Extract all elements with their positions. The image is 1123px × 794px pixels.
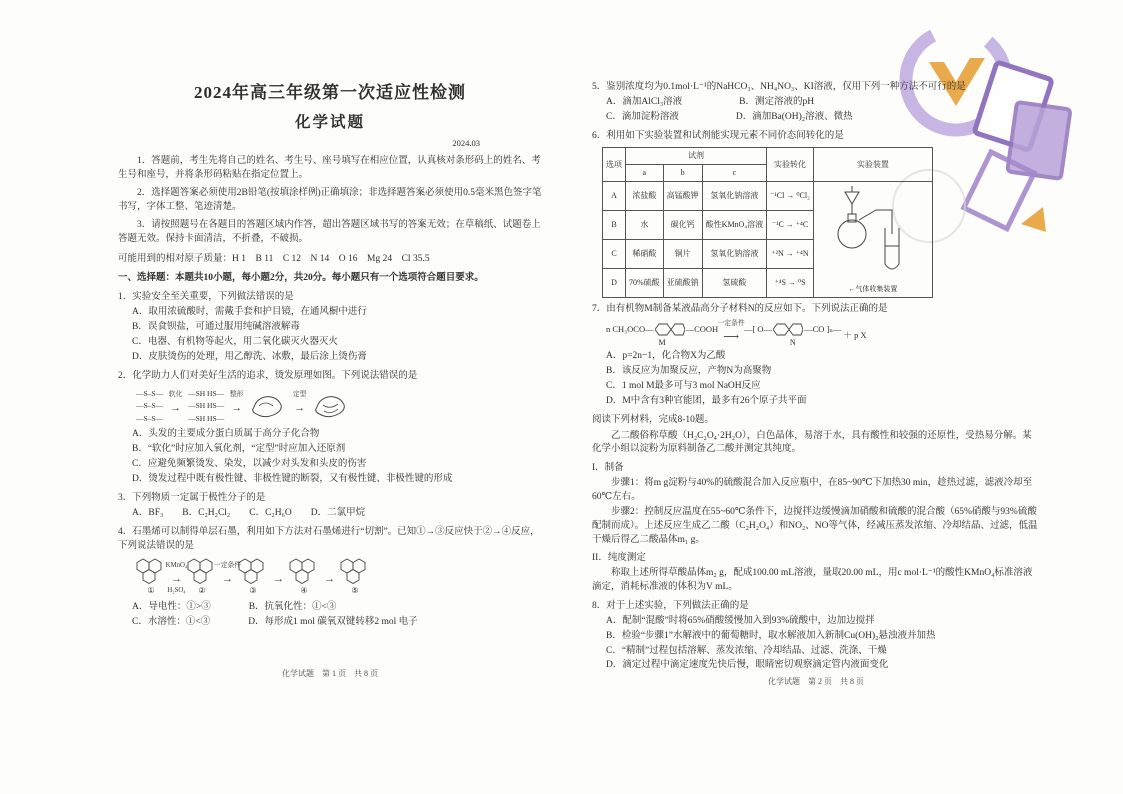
q8-option-c: C．“精制”过程包括溶解、蒸发浓缩、冷却结晶、过滤、洗涤、干燥 (606, 645, 887, 656)
col-apparatus-header: 实验装置 (813, 148, 932, 181)
row-b-reagent-c: 酸性KMnO₄溶液 (702, 210, 766, 239)
purity-text: 称取上述所得草酸晶体m₂ g，配成100.00 mL溶液，量取20.00 mL，用c mol·L⁻¹的酸性KMnO₄标准溶液滴定，消耗标准液的体积为V mL。 (592, 568, 1033, 593)
graphene-structure-5 (340, 558, 370, 597)
q7-option-c: C．1 mol M最多可与3 mol NaOH反应 (606, 380, 761, 391)
page-2-footer: 化学试题 第 2 页 共 8 页 (768, 677, 864, 686)
condition-label: 一定条件 (213, 562, 242, 570)
row-a-transform: ⁻¹Cl → ⁰Cl₂ (767, 181, 814, 210)
gas-apparatus-sketch (830, 184, 916, 280)
reagent-kmno4: KMnO₄ (165, 562, 188, 570)
row-c-reagent-a: 稀硝酸 (626, 239, 664, 268)
q4-arrow-3: → (273, 573, 284, 586)
purity-heading: II．纯度测定 (592, 553, 646, 564)
shape-label: 整形 (229, 390, 244, 398)
row-a-option: A (603, 181, 626, 210)
row-d-reagent-b: 亚硫酸钠 (663, 268, 702, 297)
q7-option-d: D．M中含有3种官能团，最多有26个原子共平面 (606, 395, 807, 406)
row-b-option: B (603, 210, 626, 239)
q2-arrow-shape: → 整形 (229, 390, 244, 414)
subcol-a: a (626, 165, 664, 182)
row-c-reagent-c: 氢氧化钠溶液 (702, 239, 766, 268)
q1-option-a: A．取用浓硫酸时，需戴手套和护目镜，在通风橱中进行 (132, 307, 367, 318)
q2-arrow-set: → 定型 (292, 390, 307, 414)
reagent-h2so4: H₂SO₄ (167, 587, 186, 595)
table-row-A (603, 181, 933, 210)
soften-label: 软化 (168, 390, 183, 398)
q7-reaction-equation (606, 319, 1040, 349)
q5-options-line-1: A．滴加AlCl₃溶液 B．测定溶液的pH (606, 96, 815, 107)
q4-arrow-4: → (324, 573, 335, 586)
section-1-header: 一、选择题：本题共10小题，每小题2分，共20分。每小题只有一个选项符合题目要求。 (118, 273, 484, 283)
q4-options-line-1: A．导电性：①>③ B．抗氧化性：①<③ (132, 601, 337, 612)
row-c-reagent-b: 铜片 (663, 239, 702, 268)
row-d-reagent-a: 70%硫酸 (626, 268, 664, 297)
q4-stem: 4．石墨烯可以制得单层石墨，利用如下方法对石墨烯进行“切割”。已知①→③反应快于②→④反应，下列说法错误的是 (118, 526, 540, 551)
structure-label-1: ① (147, 585, 155, 595)
notice-1: 1．答题前，考生先将自己的姓名、考生号、座号填写在相应位置，认真核对条形码上的姓名、考生号和座号，并将条形码粘贴在指定位置上。 (118, 155, 541, 180)
graphene-structure-1 (136, 558, 166, 597)
q6-experiment-table (602, 147, 933, 297)
structure-label-2: ② (198, 585, 206, 595)
q5-options-line-2: C．滴加淀粉溶液 D．滴加Ba(OH)₂溶液、微热 (606, 111, 853, 122)
row-a-reagent-b: 高锰酸钾 (663, 181, 702, 210)
structure-label-5: ⑤ (351, 585, 359, 595)
col-option-header: 选项 (603, 148, 626, 181)
set-hair-sketch (312, 391, 350, 421)
q2-option-d: D．烫发过程中既有极性键、非极性键的断裂，又有极性键、非极性键的形成 (132, 473, 453, 484)
page-2 (592, 76, 1040, 673)
curled-hair-sketch (249, 391, 287, 421)
row-b-reagent-b: 碳化钙 (663, 210, 702, 239)
q8-option-a: A．配制“混酸”时将65%硝酸缓慢加入到93%硫酸中，边加边搅拌 (606, 615, 875, 626)
q4-arrow-1: → KMnO₄ H₂SO₄ (168, 567, 185, 587)
row-d-option: D (603, 268, 626, 297)
naphthalene-ring-icon (655, 322, 685, 337)
notice-2: 2．选择题答案必须使用2B铅笔(按填涂样例)正确填涂；非选择题答案必须使用0.5毫米黑色签字笔书写，字体工整、笔迹清楚。 (118, 187, 542, 212)
step-1-text: 步骤1：将m g淀粉与40%的硫酸混合加入反应瓶中，在85~90℃下加热30 min，趁热过滤，滤液冷却至60℃左右。 (592, 478, 1033, 502)
q7-condition-arrow: ⟶ 一定条件 (717, 319, 745, 343)
row-a-reagent-a: 浓盐酸 (626, 181, 664, 210)
graphene-structure-4 (289, 558, 319, 597)
notice-3: 3．请按照题号在各题目的答题区域内作答，超出答题区域书写的答案无效；在草稿纸、试题卷上答题无效。保持卡面清洁，不折叠，不破损。 (118, 219, 541, 244)
exam-date: 2024.03 (452, 138, 480, 149)
exam-subject: 化学试题 (294, 114, 365, 132)
naphthalene-ring-icon (773, 322, 803, 337)
q2-option-a: A．头发的主要成分蛋白质属于高分子化合物 (132, 428, 320, 439)
page-1 (118, 80, 542, 629)
subcol-c: c (702, 165, 766, 182)
q6-stem: 6．利用如下实验装置和试剂能实现元素不同价态间转化的是 (592, 130, 844, 141)
q2-option-c: C．应避免频繁烫发、染发，以减少对头发和头皮的伤害 (132, 458, 367, 469)
condition-text: 一定条件 (717, 319, 745, 327)
q2-option-b: B．“软化”时应加入氧化剂，“定型”时应加入还原剂 (132, 443, 346, 454)
q7-stem: 7．由有机物M制备某液晶高分子材料N的反应如下。下列说法正确的是 (592, 303, 888, 314)
col-transform-header: 实验转化 (767, 148, 814, 181)
poly-open: —[ O— (743, 323, 773, 334)
subcol-b: b (663, 165, 702, 182)
page-1-footer: 化学试题 第 1 页 共 8 页 (282, 669, 378, 678)
q1-option-d: D．皮肤烫伤的处理，用乙醇洗、冰敷，最后涂上烫伤膏 (132, 352, 367, 363)
ss-bond-label: —S–S— (136, 401, 164, 411)
poly-close: —CO ]ₙ— (804, 323, 842, 334)
sh-bond-label: —SH HS— (188, 389, 225, 399)
m-label: M (658, 337, 666, 347)
polymer-n (744, 322, 842, 349)
q2-strand-ss (136, 388, 163, 423)
ss-bond-label: —S–S— (136, 413, 164, 423)
eq-prefix: n CH₃OCO— (606, 323, 654, 334)
monomer-m (606, 322, 718, 349)
row-c-option: C (603, 239, 626, 268)
row-b-reagent-a: 水 (626, 210, 664, 239)
row-d-transform: ⁺⁴S → ⁰S (767, 268, 814, 297)
ss-bond-label: —S–S— (136, 389, 164, 399)
plus-x: ＋ p X (843, 329, 867, 340)
q8-option-b: B．检验“步骤1”水解液中的葡萄糖时，取水解液加入新制Cu(OH)₂悬浊液并加热 (606, 630, 936, 641)
row-b-transform: ⁻¹C → ⁺⁴C (767, 210, 814, 239)
q1-option-c: C．电器、有机物等起火，用二氧化碳灭火器灭火 (132, 337, 338, 348)
material-paragraph: 乙二酸俗称草酸（H₂C₂O₄·2H₂O），白色晶体，易溶于水，具有酸性和较强的还原性，受热易分解。某化学小组以淀粉为原料制备乙二酸并测定其纯度。 (592, 430, 1032, 455)
q1-option-b: B．误食钡盐，可通过服用纯碱溶液解毒 (132, 322, 300, 333)
sh-bond-label: —SH HS— (188, 413, 225, 423)
q3-options: A．BF₃ B．C₂H₂Cl₂ C．C₂H₆O D．二氯甲烷 (132, 507, 366, 518)
prep-heading: I．制备 (592, 463, 624, 474)
q4-graphene-scheme (136, 558, 542, 597)
row-d-reagent-c: 氢硫酸 (702, 268, 766, 297)
q1-stem: 1．实验安全至关重要，下列做法错误的是 (118, 292, 294, 303)
atomic-masses-line: 可能用到的相对原子质量：H 1 B 11 C 12 N 14 O 16 Mg 24 Cl 35.5 (118, 253, 430, 264)
q3-stem: 3．下列物质一定属于极性分子的是 (118, 492, 266, 503)
structure-label-3: ③ (249, 585, 257, 595)
q8-stem: 8．对于上述实验，下列做法正确的是 (592, 600, 749, 611)
step-2-text: 步骤2：控制反应温度在55~60℃条件下，边搅拌边缓慢滴加硝酸和硫酸的混合酸（65%硝酸与93%硫酸配制而成）。上述反应生成乙二酸（C₂H₂O₄）和NO₂、NO等气体，经减压蒸发浓缩、冷却结晶、过滤，低温干燥后得乙二酸晶体m₁ g。 (592, 506, 1038, 545)
eq-suffix: —COOH (685, 323, 719, 334)
graphene-structure-3 (238, 558, 268, 597)
set-label: 定型 (292, 390, 307, 398)
apparatus-drawing-cell (813, 181, 932, 297)
q2-perm-diagram (136, 388, 542, 423)
q4-options-line-2: C．水溶性：①<③ D．每形成1 mol 碳氧双键转移2 mol 电子 (132, 616, 418, 627)
q7-option-a: A．p=2n−1，化合物X为乙酸 (606, 351, 726, 362)
row-c-transform: ⁺²N → ⁺⁴N (767, 239, 814, 268)
q2-arrow-soften: → 软化 (168, 390, 183, 414)
q2-strand-sh (188, 388, 224, 423)
n-label: N (789, 337, 796, 347)
q2-stem: 2．化学助力人们对美好生活的追求，烫发原理如图。下列说法错误的是 (118, 371, 418, 382)
row-a-reagent-c: 氢氧化钠溶液 (702, 181, 766, 210)
gas-collection-label: ←气体收集装置 (848, 285, 898, 294)
q8-option-d: D．滴定过程中滴定速度先快后慢，眼睛密切观察滴定管内液面变化 (606, 660, 889, 671)
q4-arrow-2: → 一定条件 (213, 562, 242, 586)
q7-option-b: B．该反应为加聚反应，产物N为高聚物 (606, 366, 772, 377)
col-reagents-header: 试剂 (626, 148, 767, 165)
sh-bond-label: —SH HS— (188, 401, 225, 411)
q5-stem: 5．鉴别浓度均为0.1mol·L⁻¹的NaHCO₃、NH₄NO₃、KI溶液，仅用下列一种方法不可行的是 (592, 82, 966, 92)
reading-intro: 阅读下列材料，完成8-10题。 (592, 414, 714, 425)
structure-label-4: ④ (300, 585, 308, 595)
graphene-structure-2 (187, 558, 217, 597)
exam-title: 2024年高三年级第一次适应性检测 (194, 83, 466, 102)
